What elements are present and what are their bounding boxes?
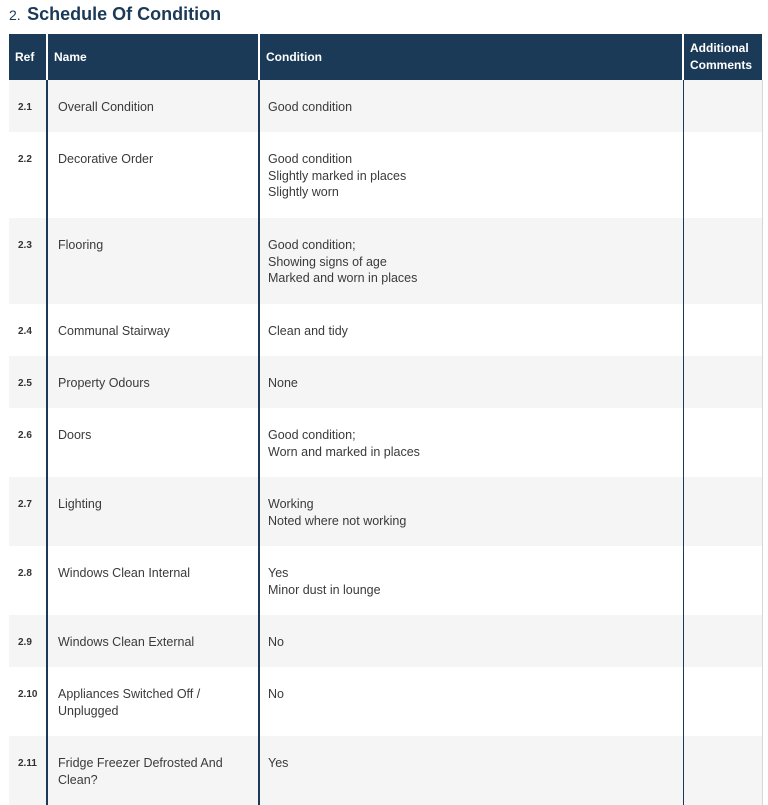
row-name-line: Appliances Switched Off / [58,687,201,701]
row-condition-line: Marked and worn in places [268,271,418,285]
row-name-line: Windows Clean External [58,635,195,649]
row-ref: 2.6 [18,430,32,441]
row-name-line: Decorative Order [58,152,154,166]
row-name-line: Doors [58,428,92,442]
row-name-cell [47,667,259,736]
row-ref-cell [9,546,47,615]
row-ref-cell [9,304,47,356]
row-condition-cell [259,356,683,408]
row-condition-cell [259,477,683,546]
row-ref: 2.2 [18,154,32,165]
section-number: 2. [9,7,21,23]
row-name-cell [47,356,259,408]
row-condition-cell [259,667,683,736]
row-comments-cell [683,304,762,356]
row-name-cell [47,736,259,805]
row-condition-line: No [268,687,284,701]
row-name-cell [47,218,259,304]
row-name-cell [47,408,259,477]
row-ref-cell [9,218,47,304]
header-condition: Condition [259,34,683,80]
row-name-cell [47,546,259,615]
row-condition-line: Yes [268,756,289,770]
section-heading [9,4,221,26]
row-condition-cell [259,736,683,805]
row-condition-line: Working [268,497,314,511]
row-comments-cell [683,477,762,546]
row-condition-line: Noted where not working [268,513,407,528]
row-condition-line: Yes [268,566,289,580]
row-comments-cell [683,356,762,408]
row-name-cell [47,615,259,667]
row-name-line: Property Odours [58,376,150,390]
header-comments-line-1: Additional [690,41,749,55]
row-name-line: Fridge Freezer Defrosted And [58,756,223,770]
row-condition-line: Worn and marked in places [268,444,420,459]
table-row [9,477,762,546]
row-condition-line: Good condition [268,152,353,166]
row-ref-cell [9,477,47,546]
table-header-row [9,34,762,80]
row-name-line: Overall Condition [58,100,154,114]
row-comments-cell [683,736,762,805]
row-comments-cell [683,408,762,477]
row-condition-line: Good condition [268,100,353,114]
row-name-line: Windows Clean Internal [58,566,191,580]
row-ref-cell [9,667,47,736]
table-row [9,80,762,132]
row-comments-cell [683,132,762,218]
section-title: Schedule Of Condition [27,4,222,24]
row-condition-cell [259,132,683,218]
row-ref: 2.4 [18,326,32,337]
row-comments-cell [683,218,762,304]
table-row [9,356,762,408]
table-row [9,408,762,477]
row-condition-line: Slightly marked in places [268,168,407,183]
row-ref: 2.8 [18,568,32,579]
header-name: Name [47,34,259,80]
header-ref: Ref [9,34,47,80]
table-row [9,132,762,218]
row-ref: 2.5 [18,378,32,389]
table-row [9,736,762,805]
row-name-cell [47,304,259,356]
row-condition-line: Good condition; [268,428,356,442]
row-name-cell [47,132,259,218]
table-row [9,546,762,615]
table-row [9,667,762,736]
row-condition-line: Minor dust in lounge [268,582,381,597]
table-row [9,218,762,304]
table-body [9,80,762,805]
row-name-line: Unplugged [58,703,119,718]
row-ref: 2.10 [18,689,38,700]
table-row [9,304,762,356]
row-ref: 2.11 [18,758,37,769]
row-name-line: Communal Stairway [58,324,170,338]
header-comments-line-2: Comments [690,58,753,72]
row-ref-cell [9,356,47,408]
row-comments-cell [683,615,762,667]
row-comments-cell [683,80,762,132]
row-ref: 2.3 [18,240,32,251]
row-condition-line: None [268,376,298,390]
row-condition-cell [259,615,683,667]
row-condition-cell [259,408,683,477]
row-name-cell [47,80,259,132]
row-ref: 2.1 [18,102,32,113]
row-condition-line: Good condition; [268,238,356,252]
row-comments-cell [683,546,762,615]
row-condition-line: No [268,635,284,649]
row-condition-cell [259,80,683,132]
table-row [9,615,762,667]
row-condition-line: Showing signs of age [268,254,387,269]
row-name-line: Clean? [58,772,98,787]
row-ref: 2.9 [18,637,32,648]
row-ref-cell [9,80,47,132]
row-ref-cell [9,132,47,218]
row-name-line: Lighting [58,497,102,511]
schedule-of-condition-table [9,34,763,805]
row-condition-cell [259,546,683,615]
row-ref: 2.7 [18,499,32,510]
row-comments-cell [683,667,762,736]
row-ref-cell [9,615,47,667]
row-condition-cell [259,218,683,304]
row-name-cell [47,477,259,546]
row-ref-cell [9,736,47,805]
row-ref-cell [9,408,47,477]
row-condition-line: Clean and tidy [268,324,348,338]
row-condition-cell [259,304,683,356]
row-name-line: Flooring [58,238,104,252]
row-condition-line: Slightly worn [268,185,339,199]
header-additional-comments [683,34,762,80]
